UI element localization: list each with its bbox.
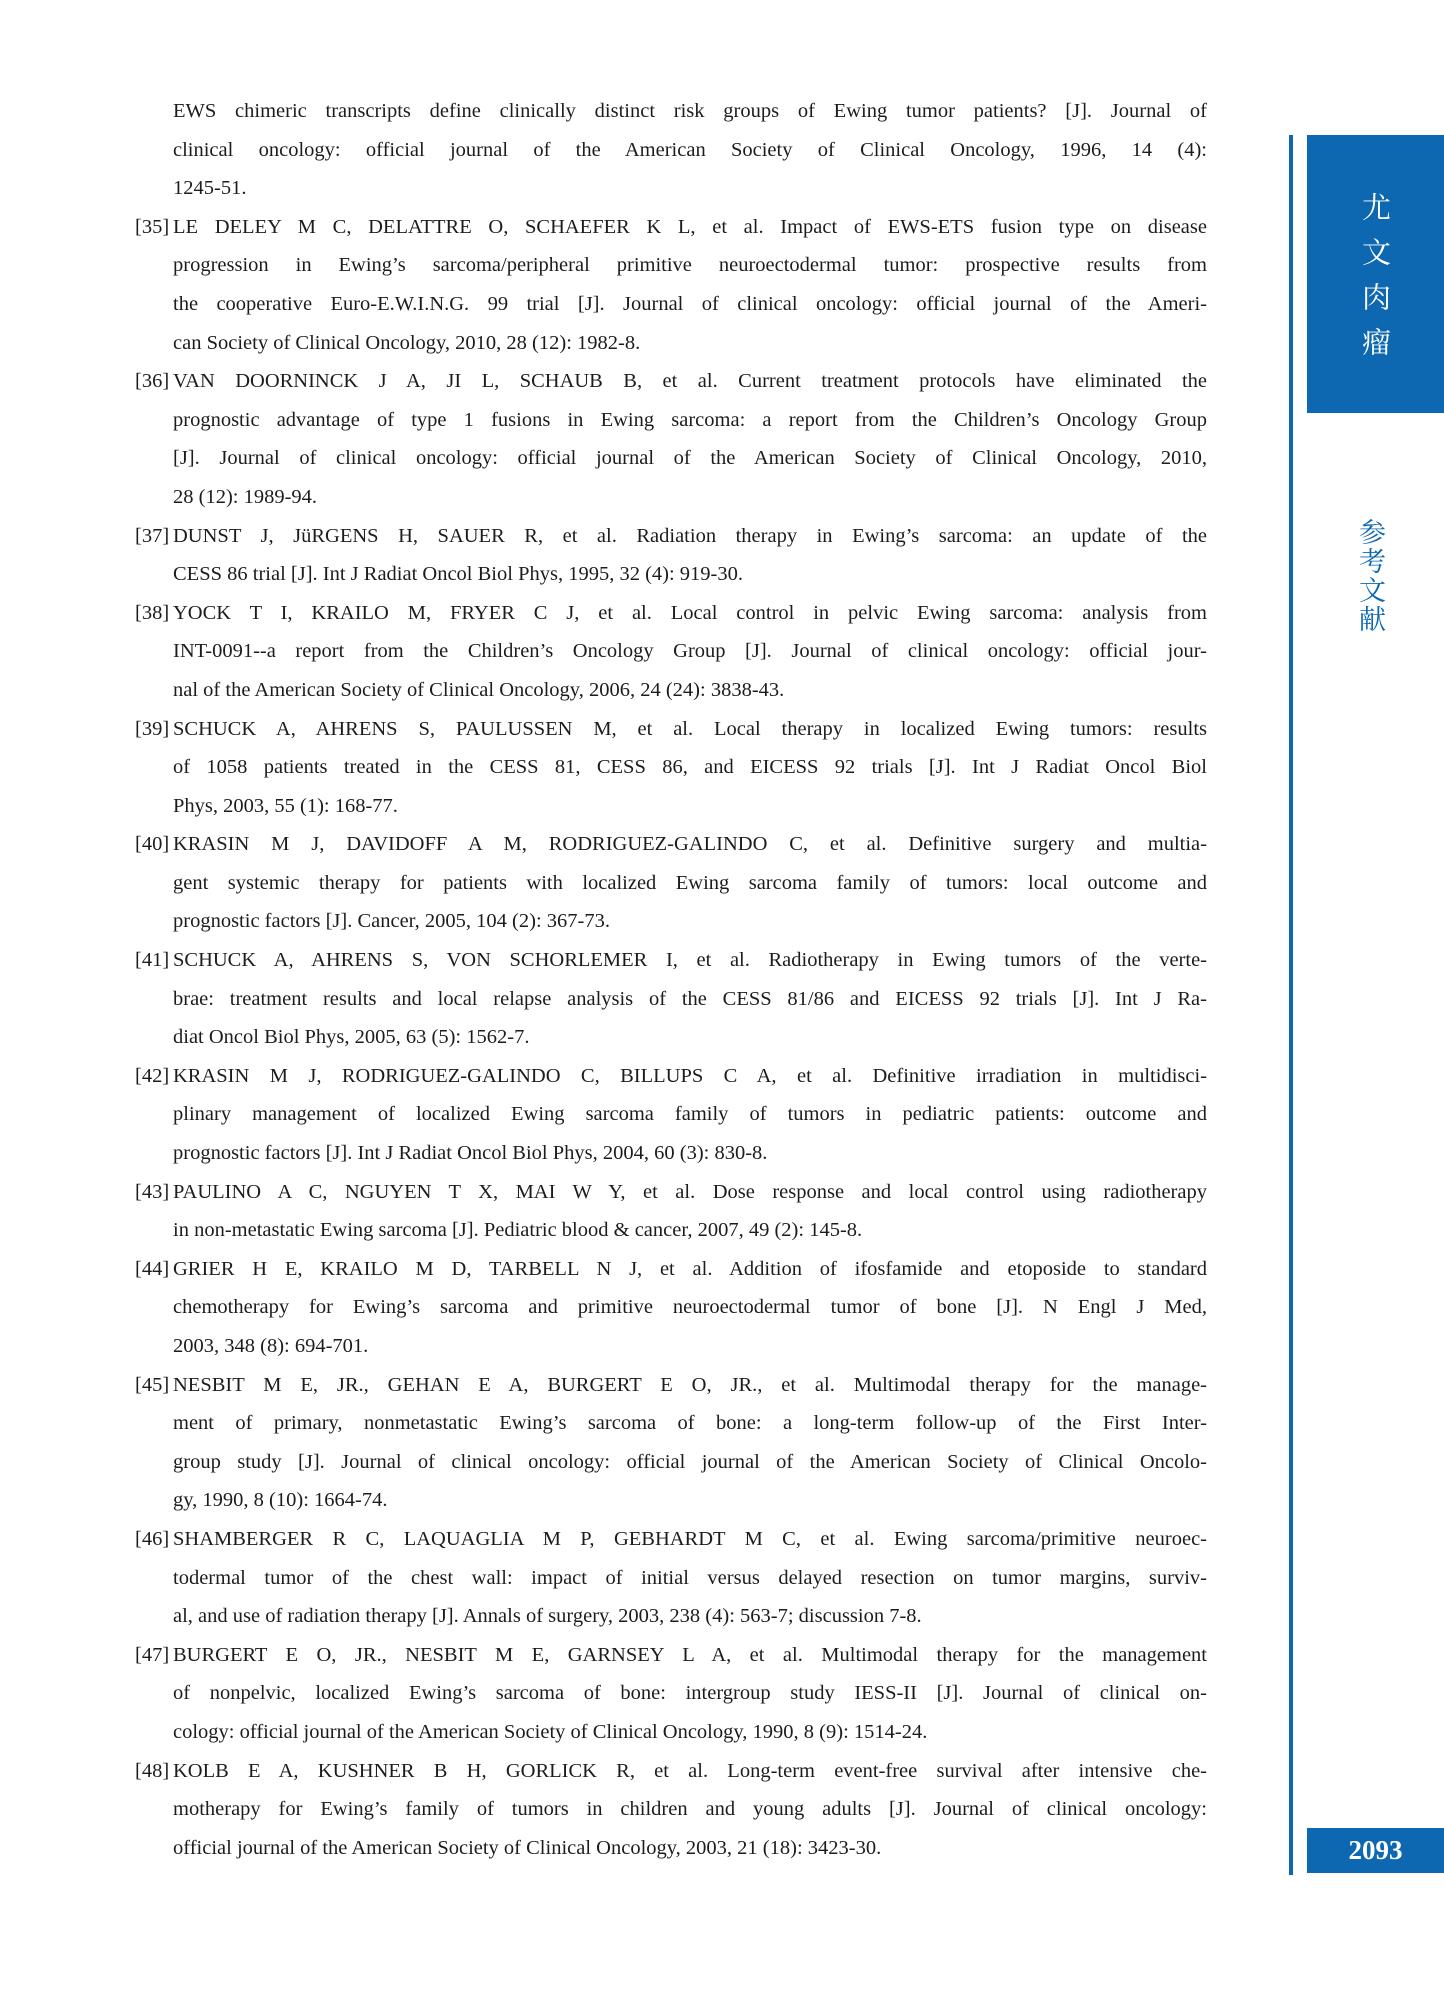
reference-line: SHAMBERGER R C, LAQUAGLIA M P, GEBHARDT M C, et al. Ewing sarcoma/primitive neuroec- bbox=[173, 1527, 1207, 1550]
reference-item bbox=[135, 362, 1207, 516]
reference-line: BURGERT E O, JR., NESBIT M E, GARNSEY L A, et al. Multimodal therapy for the management bbox=[173, 1643, 1207, 1666]
sidebar-divider-rule bbox=[1289, 135, 1293, 1875]
chapter-tab bbox=[1307, 135, 1444, 413]
reference-line: nal of the American Society of Clinical Oncology, 2006, 24 (24): 3838-43. bbox=[173, 678, 785, 701]
reference-line: cology: official journal of the American Society of Clinical Oncology, 1990, 8 (9): 1514-24. bbox=[173, 1720, 928, 1743]
reference-line: GRIER H E, KRAILO M D, TARBELL N J, et al. Addition of ifosfamide and etoposide to standard bbox=[173, 1257, 1207, 1280]
reference-line: the cooperative Euro-E.W.I.N.G. 99 trial [J]. Journal of clinical oncology: official journal of the Ameri- bbox=[173, 292, 1207, 315]
reference-item bbox=[135, 1752, 1207, 1868]
reference-item bbox=[135, 1366, 1207, 1520]
reference-line: [J]. Journal of clinical oncology: official journal of the American Society of Clinical Oncology, 2010, bbox=[173, 447, 1207, 470]
reference-line: LE DELEY M C, DELATTRE O, SCHAEFER K L, et al. Impact of EWS-ETS fusion type on disease bbox=[173, 215, 1207, 238]
reference-line: 1245-51. bbox=[173, 177, 247, 200]
reference-item bbox=[135, 594, 1207, 710]
reference-number: [45] bbox=[135, 1373, 170, 1396]
reference-line: clinical oncology: official journal of the American Society of Clinical Oncology, 1996, 14 (4): bbox=[173, 138, 1207, 161]
reference-number: [47] bbox=[135, 1643, 170, 1666]
reference-item bbox=[135, 1250, 1207, 1366]
reference-item bbox=[135, 1057, 1207, 1173]
reference-line: prognostic factors [J]. Cancer, 2005, 104 (2): 367-73. bbox=[173, 910, 610, 933]
reference-line: official journal of the American Society of Clinical Oncology, 2003, 21 (18): 3423-30. bbox=[173, 1836, 882, 1859]
page-number: 2093 bbox=[1348, 1835, 1403, 1865]
reference-line: PAULINO A C, NGUYEN T X, MAI W Y, et al. Dose response and local control using radiotherapy bbox=[173, 1180, 1207, 1203]
reference-item bbox=[135, 92, 1207, 208]
reference-item bbox=[135, 1636, 1207, 1752]
reference-number: [43] bbox=[135, 1180, 170, 1203]
reference-line: al, and use of radiation therapy [J]. Annals of surgery, 2003, 238 (4): 563-7; discussion 7-8. bbox=[173, 1605, 922, 1628]
reference-number: [37] bbox=[135, 524, 170, 547]
chapter-title: 尤文肉瘤 bbox=[1358, 192, 1392, 372]
reference-number: [46] bbox=[135, 1527, 170, 1550]
reference-line: NESBIT M E, JR., GEHAN E A, BURGERT E O, JR., et al. Multimodal therapy for the manage- bbox=[173, 1373, 1207, 1396]
reference-line: diat Oncol Biol Phys, 2005, 63 (5): 1562-7. bbox=[173, 1026, 530, 1049]
reference-item bbox=[135, 825, 1207, 941]
reference-line: gent systemic therapy for patients with localized Ewing sarcoma family of tumors: local outcome and bbox=[173, 871, 1207, 894]
reference-line: chemotherapy for Ewing’s sarcoma and primitive neuroectodermal tumor of bone [J]. N Engl J Med, bbox=[173, 1296, 1207, 1319]
reference-item bbox=[135, 208, 1207, 362]
reference-line: gy, 1990, 8 (10): 1664-74. bbox=[173, 1489, 388, 1512]
reference-line: KRASIN M J, DAVIDOFF A M, RODRIGUEZ-GALINDO C, et al. Definitive surgery and multia- bbox=[173, 833, 1207, 856]
reference-line: can Society of Clinical Oncology, 2010, 28 (12): 1982-8. bbox=[173, 331, 641, 354]
reference-number: [36] bbox=[135, 370, 170, 393]
reference-line: VAN DOORNINCK J A, JI L, SCHAUB B, et al. Current treatment protocols have eliminated the bbox=[173, 370, 1207, 393]
reference-number: [40] bbox=[135, 833, 170, 856]
reference-line: 2003, 348 (8): 694-701. bbox=[173, 1335, 369, 1357]
reference-line: in non-metastatic Ewing sarcoma [J]. Pediatric blood & cancer, 2007, 49 (2): 145-8. bbox=[173, 1219, 863, 1242]
reference-line: motherapy for Ewing’s family of tumors in children and young adults [J]. Journal of clinical oncology: bbox=[173, 1798, 1207, 1821]
reference-item bbox=[135, 517, 1207, 594]
reference-line: SCHUCK A, AHRENS S, PAULUSSEN M, et al. Local therapy in localized Ewing tumors: results bbox=[173, 717, 1207, 740]
reference-number: [35] bbox=[135, 215, 170, 238]
reference-line: SCHUCK A, AHRENS S, VON SCHORLEMER I, et al. Radiotherapy in Ewing tumors of the verte- bbox=[173, 949, 1207, 972]
reference-item bbox=[135, 710, 1207, 826]
reference-line: brae: treatment results and local relapse analysis of the CESS 81/86 and EICESS 92 trials [J]. Int J Ra- bbox=[173, 987, 1207, 1010]
reference-number: [42] bbox=[135, 1064, 170, 1087]
reference-number: [44] bbox=[135, 1257, 170, 1280]
reference-line: prognostic advantage of type 1 fusions in Ewing sarcoma: a report from the Children’s Oncology Group bbox=[173, 408, 1207, 431]
reference-line: progression in Ewing’s sarcoma/peripheral primitive neuroectodermal tumor: prospective results from bbox=[173, 254, 1207, 277]
reference-number: [38] bbox=[135, 601, 170, 624]
reference-item bbox=[135, 941, 1207, 1057]
reference-line: KOLB E A, KUSHNER B H, GORLICK R, et al. Long-term event-free survival after intensive che- bbox=[173, 1759, 1207, 1782]
reference-line: group study [J]. Journal of clinical oncology: official journal of the American Society of Clinical Oncolo- bbox=[173, 1450, 1207, 1473]
reference-list bbox=[135, 92, 1207, 1867]
reference-line: EWS chimeric transcripts define clinically distinct risk groups of Ewing tumor patients? [J]. Journal of bbox=[173, 100, 1207, 122]
reference-item bbox=[135, 1520, 1207, 1636]
reference-line: of nonpelvic, localized Ewing’s sarcoma of bone: intergroup study IESS-II [J]. Journal of clinical on- bbox=[173, 1682, 1207, 1705]
reference-line: ment of primary, nonmetastatic Ewing’s sarcoma of bone: a long-term follow-up of the First Inter- bbox=[173, 1412, 1207, 1435]
reference-number: [48] bbox=[135, 1759, 170, 1782]
page-number-badge bbox=[1307, 1828, 1444, 1873]
reference-number: [41] bbox=[135, 949, 170, 972]
reference-number: [39] bbox=[135, 717, 170, 740]
reference-line: plinary management of localized Ewing sarcoma family of tumors in pediatric patients: outcome and bbox=[173, 1103, 1207, 1126]
reference-line: CESS 86 trial [J]. Int J Radiat Oncol Biol Phys, 1995, 32 (4): 919-30. bbox=[173, 563, 743, 586]
reference-line: KRASIN M J, RODRIGUEZ-GALINDO C, BILLUPS C A, et al. Definitive irradiation in multidisci- bbox=[173, 1064, 1207, 1087]
reference-line: DUNST J, JüRGENS H, SAUER R, et al. Radiation therapy in Ewing’s sarcoma: an update of the bbox=[173, 524, 1207, 547]
reference-line: of 1058 patients treated in the CESS 81, CESS 86, and EICESS 92 trials [J]. Int J Radiat Oncol Biol bbox=[173, 756, 1207, 779]
reference-line: 28 (12): 1989-94. bbox=[173, 485, 318, 508]
reference-line: Phys, 2003, 55 (1): 168-77. bbox=[173, 794, 398, 817]
reference-line: YOCK T I, KRAILO M, FRYER C J, et al. Local control in pelvic Ewing sarcoma: analysis from bbox=[173, 601, 1207, 624]
reference-item bbox=[135, 1173, 1207, 1250]
reference-line: prognostic factors [J]. Int J Radiat Oncol Biol Phys, 2004, 60 (3): 830-8. bbox=[173, 1142, 768, 1165]
section-title: 参考文献 bbox=[1354, 518, 1385, 634]
reference-line: INT-0091--a report from the Children’s Oncology Group [J]. Journal of clinical oncology: official jour- bbox=[173, 640, 1207, 663]
reference-line: todermal tumor of the chest wall: impact of initial versus delayed resection on tumor margins, surviv- bbox=[173, 1566, 1207, 1589]
